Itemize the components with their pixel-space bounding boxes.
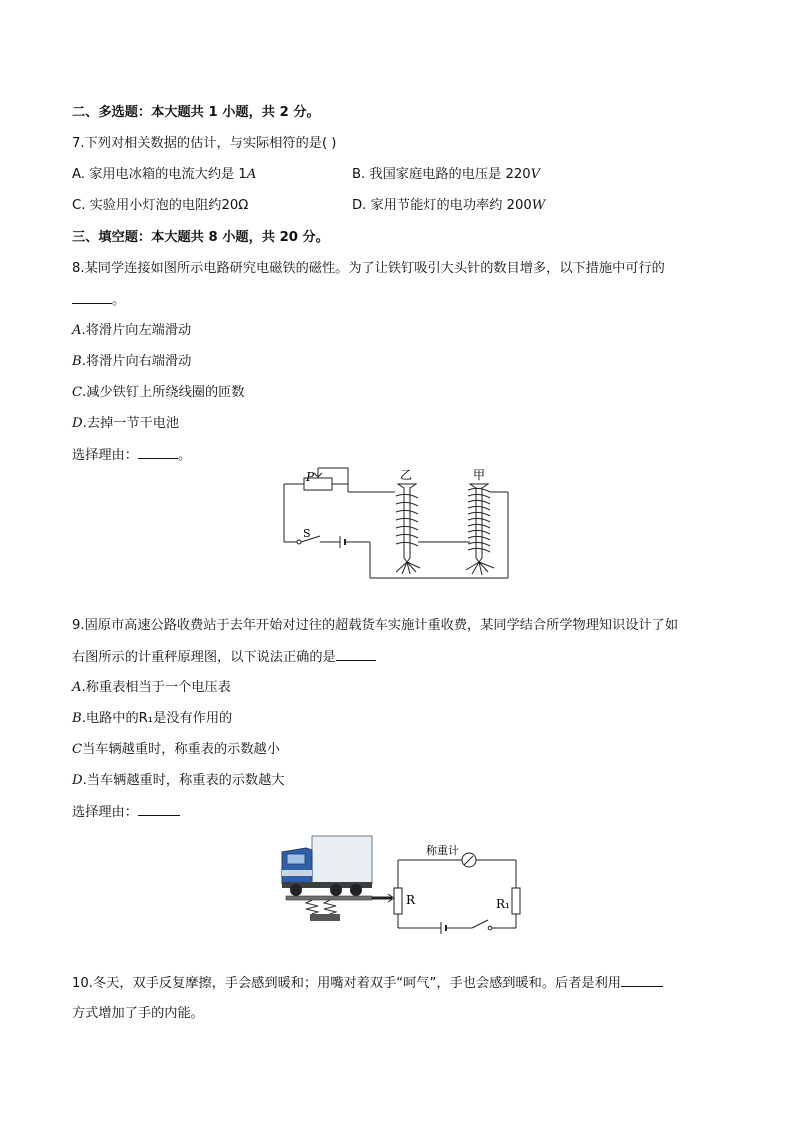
truck-bumper xyxy=(282,870,312,876)
truck-windshield xyxy=(287,854,305,864)
label-meter: 称重计 xyxy=(426,844,459,857)
label-s: S xyxy=(303,527,311,540)
pins-jia xyxy=(466,562,494,575)
question-7-option-b: B. 我国家庭电路的电压是 220V xyxy=(352,167,541,182)
question-8-option-a: A.将滑片向左端滑动 xyxy=(72,323,192,338)
question-7-option-c: C. 实验用小灯泡的电阻约20Ω xyxy=(72,198,249,213)
question-8-stem-end: 。 xyxy=(72,291,125,310)
question-10-line-1: 10.冬天，双手反复摩擦，手会感到暖和；用嘴对着双手“呵气”，手也会感到暖和。后者是利用 xyxy=(72,974,663,993)
slider-arrow xyxy=(314,468,322,477)
switch-contact xyxy=(297,540,301,544)
coil-jia xyxy=(468,488,490,552)
question-9-stem: 9.固原市高速公路收费站于去年开始对过往的超载货车实施计重收费，某同学结合所学物理知识设计了如 xyxy=(72,618,679,633)
question-9-option-b: B.电路中的R₁是没有作用的 xyxy=(72,711,233,726)
question-7-stem: 7.下列对相关数据的估计，与实际相符的是( ) xyxy=(72,136,337,151)
reason-blank[interactable] xyxy=(138,803,180,816)
electromagnet-circuit-diagram xyxy=(270,464,520,582)
truck-wheel xyxy=(330,884,342,896)
spring xyxy=(306,900,318,914)
truck-wheel xyxy=(290,884,302,896)
label-p: P xyxy=(306,470,315,484)
question-9-reason: 选择理由： xyxy=(72,803,180,822)
label-r1: R₁ xyxy=(496,897,510,911)
label-r: R xyxy=(406,893,416,907)
question-8-option-d: D.去掉一节干电池 xyxy=(72,416,180,431)
question-10-line-2: 方式增加了手的内能。 xyxy=(72,1006,204,1021)
switch-contact xyxy=(488,926,492,930)
label-jia: 甲 xyxy=(473,468,486,482)
question-9-stem-2: 右图所示的计重秤原理图，以下说法正确的是 xyxy=(72,648,376,667)
question-9-option-a: A.称重表相当于一个电压表 xyxy=(72,680,231,695)
scale-platform xyxy=(286,896,372,900)
question-9-option-d: D.当车辆越重时，称重表的示数越大 xyxy=(72,773,285,788)
truck-image xyxy=(282,836,372,896)
coil-yi xyxy=(396,494,418,546)
switch-blade xyxy=(472,920,488,928)
question-8-reason: 选择理由： 。 xyxy=(72,448,192,463)
label-yi: 乙 xyxy=(400,468,413,482)
section-heading-multiple-choice: 二、多选题：本大题共 1 小题，共 2 分。 xyxy=(72,105,320,120)
answer-blank[interactable] xyxy=(72,291,112,304)
pins-yi xyxy=(396,562,420,574)
truck-wheel xyxy=(350,884,362,896)
resistor-r xyxy=(394,888,402,914)
question-8-option-c: C.减少铁钉上所绕线圈的匝数 xyxy=(72,385,245,400)
question-8-stem: 8.某同学连接如图所示电路研究电磁铁的磁性。为了让铁钉吸引大头针的数目增多，以下措施中可行的 xyxy=(72,261,665,276)
resistor-r1 xyxy=(512,888,520,914)
truck-cab xyxy=(282,848,312,884)
answer-blank[interactable] xyxy=(621,974,663,987)
answer-blank[interactable] xyxy=(336,648,376,661)
question-9-option-c: C当车辆越重时，称重表的示数越小 xyxy=(72,742,280,757)
truck-cargo-box xyxy=(312,836,372,884)
reason-blank[interactable] xyxy=(138,446,178,459)
question-7-option-d: D. 家用节能灯的电功率约 200W xyxy=(352,198,546,213)
question-8-option-b: B.将滑片向右端滑动 xyxy=(72,354,192,369)
question-7-option-a: A. 家用电冰箱的电流大约是 1A xyxy=(72,167,257,182)
weighing-scale-circuit-diagram xyxy=(276,830,526,938)
scale-base xyxy=(310,914,340,921)
spring xyxy=(324,900,336,914)
section-heading-fill-in: 三、填空题：本大题共 8 小题，共 20 分。 xyxy=(72,230,329,245)
